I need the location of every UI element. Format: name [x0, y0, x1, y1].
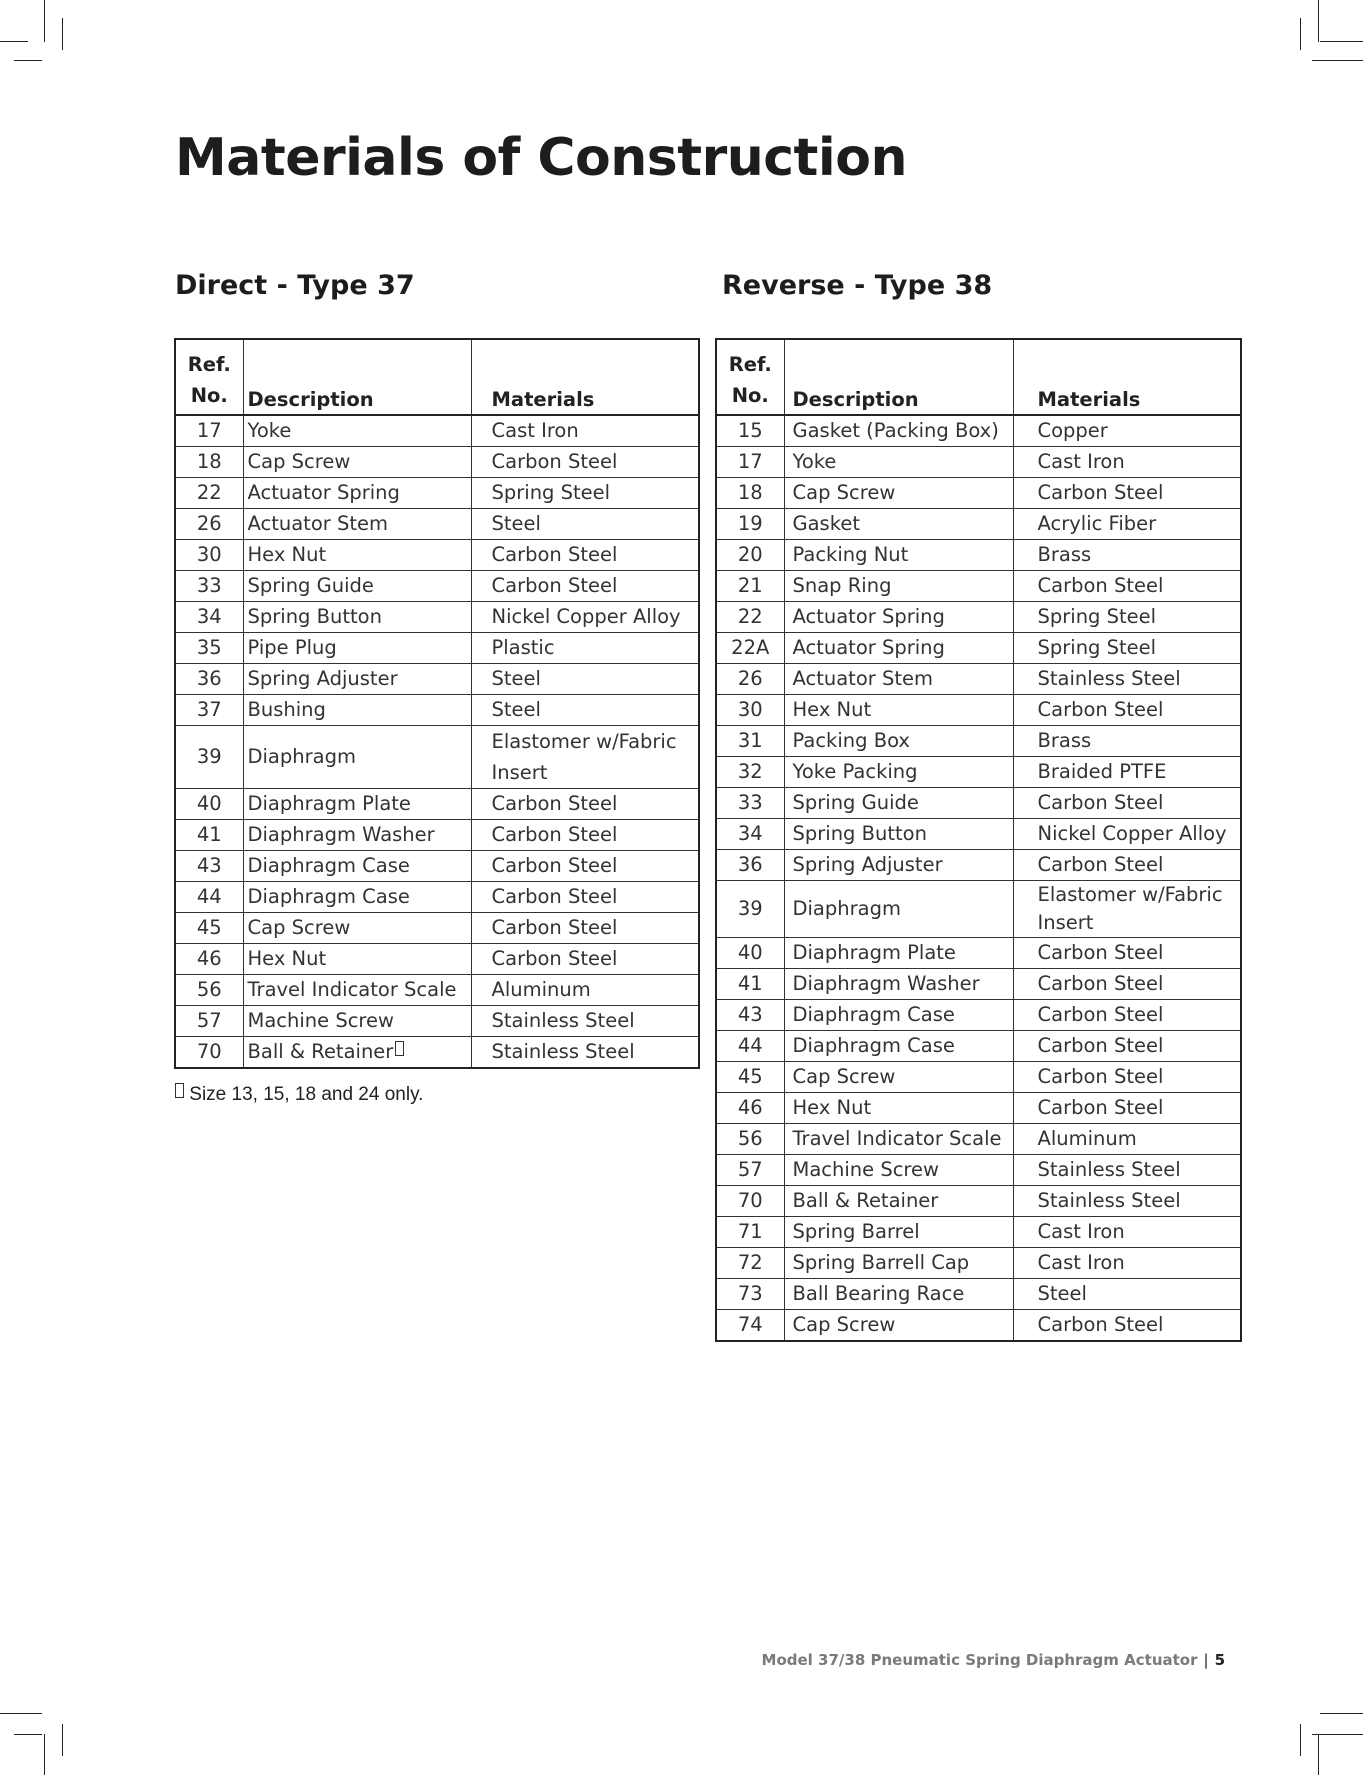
table-row: [716, 1279, 1241, 1310]
description-cell: Diaphragm Case: [784, 1000, 1013, 1031]
ref-cell: 57: [716, 1155, 784, 1186]
description-cell: Bushing: [243, 695, 471, 726]
description-cell: Spring Adjuster: [784, 850, 1013, 881]
footer-title: Model 37/38 Pneumatic Spring Diaphragm Actuator: [761, 1651, 1198, 1669]
ref-cell: 72: [716, 1248, 784, 1279]
table-row: [716, 757, 1241, 788]
description-cell: Yoke: [243, 415, 471, 447]
description-cell: Hex Nut: [784, 1093, 1013, 1124]
description-cell: Spring Guide: [784, 788, 1013, 819]
table-row: [175, 571, 699, 602]
ref-cell: 37: [175, 695, 243, 726]
ref-cell: 33: [716, 788, 784, 819]
table-row: [175, 944, 699, 975]
ref-cell: 34: [175, 602, 243, 633]
materials-cell: Carbon Steel: [1013, 788, 1241, 819]
page-number: 5: [1214, 1651, 1225, 1669]
description-cell: Ball & Retainer: [784, 1186, 1013, 1217]
ref-cell: 22A: [716, 633, 784, 664]
ref-cell: 18: [716, 478, 784, 509]
description-cell: Spring Barrel: [784, 1217, 1013, 1248]
description-cell: Actuator Stem: [243, 509, 471, 540]
description-cell: Travel Indicator Scale: [243, 975, 471, 1006]
crop-mark: [14, 60, 42, 61]
ref-cell: 41: [175, 820, 243, 851]
materials-cell: Carbon Steel: [1013, 1093, 1241, 1124]
ref-cell: 19: [716, 509, 784, 540]
materials-cell: Acrylic Fiber: [1013, 509, 1241, 540]
materials-cell: Stainless Steel: [1013, 664, 1241, 695]
crop-mark: [1300, 18, 1301, 50]
table-row: [175, 602, 699, 633]
description-cell: Diaphragm: [784, 881, 1013, 938]
footnote: [175, 1083, 423, 1106]
table-row: [716, 938, 1241, 969]
ref-cell: 34: [716, 819, 784, 850]
materials-cell: Steel: [471, 509, 699, 540]
ref-cell: 45: [175, 913, 243, 944]
materials-cell: Carbon Steel: [1013, 1000, 1241, 1031]
ref-cell: 70: [716, 1186, 784, 1217]
table-row: [175, 820, 699, 851]
table-row: [175, 664, 699, 695]
materials-cell: Steel: [471, 664, 699, 695]
ref-cell: 33: [175, 571, 243, 602]
materials-cell: Carbon Steel: [1013, 938, 1241, 969]
table-row: [716, 788, 1241, 819]
table-row: [175, 478, 699, 509]
materials-cell: Carbon Steel: [1013, 1062, 1241, 1093]
description-cell: Spring Barrell Cap: [784, 1248, 1013, 1279]
description-cell: Spring Button: [784, 819, 1013, 850]
column-header-ref: Ref. No.: [175, 339, 243, 415]
ref-cell: 22: [716, 602, 784, 633]
description-cell: Actuator Spring: [243, 478, 471, 509]
table-header-row: [716, 339, 1241, 415]
crop-mark: [1312, 1734, 1363, 1735]
materials-cell: Carbon Steel: [471, 447, 699, 478]
table-row: [716, 1124, 1241, 1155]
description-cell: Cap Screw: [243, 447, 471, 478]
crop-mark: [62, 1724, 63, 1756]
materials-cell: Carbon Steel: [471, 540, 699, 571]
description-cell: Machine Screw: [243, 1006, 471, 1037]
table-row: [175, 540, 699, 571]
ref-cell: 73: [716, 1279, 784, 1310]
ref-cell: 40: [716, 938, 784, 969]
crop-mark: [1312, 60, 1363, 61]
page-title: Materials of Construction: [175, 128, 907, 188]
ref-cell: 22: [175, 478, 243, 509]
materials-cell: Elastomer w/Fabric Insert: [471, 726, 699, 789]
table-row: [175, 415, 699, 447]
description-cell: Packing Nut: [784, 540, 1013, 571]
description-cell: Actuator Stem: [784, 664, 1013, 695]
direct-heading: Direct - Type 37: [175, 270, 415, 301]
materials-cell: Steel: [471, 695, 699, 726]
ref-cell: 26: [175, 509, 243, 540]
description-cell: Spring Guide: [243, 571, 471, 602]
ref-cell: 36: [716, 850, 784, 881]
ref-cell: 70: [175, 1037, 243, 1069]
materials-cell: Stainless Steel: [1013, 1186, 1241, 1217]
table-row: [716, 1031, 1241, 1062]
table-row: [175, 509, 699, 540]
footnote-text: Size 13, 15, 18 and 24 only.: [189, 1084, 424, 1105]
crop-mark: [1318, 1734, 1319, 1775]
materials-cell: Carbon Steel: [471, 820, 699, 851]
crop-mark: [44, 1734, 45, 1775]
ref-cell: 17: [175, 415, 243, 447]
materials-cell: Plastic: [471, 633, 699, 664]
ref-cell: 18: [175, 447, 243, 478]
crop-mark: [14, 1734, 42, 1735]
description-cell: Spring Button: [243, 602, 471, 633]
table-row: [716, 415, 1241, 447]
table-row: [716, 1248, 1241, 1279]
crop-mark: [62, 18, 63, 50]
table-row: [175, 447, 699, 478]
ref-cell: 45: [716, 1062, 784, 1093]
ref-cell: 32: [716, 757, 784, 788]
description-cell: Machine Screw: [784, 1155, 1013, 1186]
description-cell: Actuator Spring: [784, 602, 1013, 633]
ref-cell: 44: [716, 1031, 784, 1062]
table-row: [716, 478, 1241, 509]
table-row: [716, 664, 1241, 695]
ref-cell: 43: [716, 1000, 784, 1031]
table-row: [716, 509, 1241, 540]
description-cell: Diaphragm Case: [784, 1031, 1013, 1062]
description-cell: Diaphragm Plate: [243, 789, 471, 820]
crop-mark: [1320, 1713, 1363, 1714]
description-cell: Diaphragm Case: [243, 882, 471, 913]
materials-cell: Carbon Steel: [1013, 1310, 1241, 1342]
column-header-materials: Materials: [1013, 339, 1241, 415]
description-cell: Cap Screw: [243, 913, 471, 944]
ref-cell: 39: [716, 881, 784, 938]
materials-cell: Brass: [1013, 726, 1241, 757]
table-row: [716, 1093, 1241, 1124]
ref-cell: 71: [716, 1217, 784, 1248]
materials-cell: Spring Steel: [1013, 633, 1241, 664]
ref-cell: 44: [175, 882, 243, 913]
table-row: [716, 1155, 1241, 1186]
table-row: [716, 1310, 1241, 1342]
table-row: [716, 447, 1241, 478]
description-cell: Cap Screw: [784, 1310, 1013, 1342]
crop-mark: [1318, 0, 1319, 42]
materials-cell: Carbon Steel: [1013, 571, 1241, 602]
footnote-marker-icon: [395, 1041, 404, 1056]
materials-cell: Carbon Steel: [1013, 850, 1241, 881]
table-row: [175, 1006, 699, 1037]
table-row: [716, 726, 1241, 757]
materials-cell: Carbon Steel: [471, 571, 699, 602]
ref-cell: 30: [716, 695, 784, 726]
materials-cell: Carbon Steel: [471, 944, 699, 975]
materials-cell: Nickel Copper Alloy: [1013, 819, 1241, 850]
table-row: [716, 1217, 1241, 1248]
description-cell: Travel Indicator Scale: [784, 1124, 1013, 1155]
table-row: [716, 1186, 1241, 1217]
materials-cell: Elastomer w/Fabric Insert: [1013, 881, 1241, 938]
crop-mark: [0, 41, 28, 42]
ref-cell: 40: [175, 789, 243, 820]
description-cell: Ball Bearing Race: [784, 1279, 1013, 1310]
description-cell: Actuator Spring: [784, 633, 1013, 664]
table-row: [716, 633, 1241, 664]
materials-cell: Stainless Steel: [471, 1037, 699, 1069]
table-row: [716, 695, 1241, 726]
description-cell: Ball & Retainer: [243, 1037, 471, 1069]
materials-cell: Carbon Steel: [1013, 478, 1241, 509]
table-header-row: [175, 339, 699, 415]
description-cell: Snap Ring: [784, 571, 1013, 602]
table-row: [175, 1037, 699, 1069]
page-footer: [762, 1651, 1225, 1669]
materials-cell: Carbon Steel: [1013, 1031, 1241, 1062]
table-row: [716, 850, 1241, 881]
table-row: [175, 695, 699, 726]
table-row: [175, 789, 699, 820]
ref-cell: 21: [716, 571, 784, 602]
table-row: [716, 969, 1241, 1000]
footnote-marker-icon: [175, 1083, 184, 1098]
column-header-materials: Materials: [471, 339, 699, 415]
ref-cell: 56: [175, 975, 243, 1006]
description-cell: Gasket: [784, 509, 1013, 540]
ref-cell: 57: [175, 1006, 243, 1037]
direct-materials-table: [174, 338, 700, 1069]
materials-cell: Carbon Steel: [471, 882, 699, 913]
materials-cell: Aluminum: [471, 975, 699, 1006]
table-row: [175, 726, 699, 789]
materials-cell: Cast Iron: [1013, 447, 1241, 478]
table-row: [175, 913, 699, 944]
materials-cell: Carbon Steel: [1013, 695, 1241, 726]
ref-cell: 74: [716, 1310, 784, 1342]
materials-cell: Carbon Steel: [471, 789, 699, 820]
table-row: [175, 851, 699, 882]
crop-mark: [1300, 1724, 1301, 1756]
column-header-description: Description: [784, 339, 1013, 415]
materials-cell: Cast Iron: [1013, 1248, 1241, 1279]
ref-cell: 20: [716, 540, 784, 571]
table-row: [716, 602, 1241, 633]
column-header-description: Description: [243, 339, 471, 415]
materials-cell: Cast Iron: [1013, 1217, 1241, 1248]
table-row: [716, 1062, 1241, 1093]
description-cell: Hex Nut: [243, 944, 471, 975]
table-row: [175, 882, 699, 913]
table-row: [716, 1000, 1241, 1031]
ref-cell: 46: [175, 944, 243, 975]
materials-cell: Brass: [1013, 540, 1241, 571]
description-cell: Diaphragm Washer: [243, 820, 471, 851]
ref-cell: 15: [716, 415, 784, 447]
description-cell: Spring Adjuster: [243, 664, 471, 695]
description-cell: Diaphragm: [243, 726, 471, 789]
description-cell: Gasket (Packing Box): [784, 415, 1013, 447]
crop-mark: [1320, 41, 1363, 42]
table-row: [716, 819, 1241, 850]
materials-cell: Spring Steel: [1013, 602, 1241, 633]
description-cell: Diaphragm Case: [243, 851, 471, 882]
materials-cell: Stainless Steel: [1013, 1155, 1241, 1186]
reverse-materials-table: [715, 338, 1242, 1342]
description-cell: Packing Box: [784, 726, 1013, 757]
materials-cell: Braided PTFE: [1013, 757, 1241, 788]
materials-cell: Aluminum: [1013, 1124, 1241, 1155]
ref-cell: 39: [175, 726, 243, 789]
table-row: [175, 975, 699, 1006]
description-cell: Diaphragm Plate: [784, 938, 1013, 969]
description-cell: Hex Nut: [784, 695, 1013, 726]
description-cell: Pipe Plug: [243, 633, 471, 664]
materials-cell: Carbon Steel: [471, 851, 699, 882]
ref-cell: 30: [175, 540, 243, 571]
table-row: [175, 633, 699, 664]
footer-separator: |: [1203, 1651, 1209, 1669]
ref-cell: 46: [716, 1093, 784, 1124]
ref-cell: 36: [175, 664, 243, 695]
ref-cell: 31: [716, 726, 784, 757]
materials-cell: Carbon Steel: [471, 913, 699, 944]
description-cell: Cap Screw: [784, 1062, 1013, 1093]
ref-cell: 41: [716, 969, 784, 1000]
materials-cell: Cast Iron: [471, 415, 699, 447]
table-row: [716, 571, 1241, 602]
materials-cell: Stainless Steel: [471, 1006, 699, 1037]
table-row: [716, 540, 1241, 571]
materials-cell: Spring Steel: [471, 478, 699, 509]
ref-cell: 43: [175, 851, 243, 882]
ref-cell: 56: [716, 1124, 784, 1155]
description-cell: Cap Screw: [784, 478, 1013, 509]
table-row: [716, 881, 1241, 938]
description-cell: Diaphragm Washer: [784, 969, 1013, 1000]
description-cell: Yoke: [784, 447, 1013, 478]
materials-cell: Steel: [1013, 1279, 1241, 1310]
description-cell: Hex Nut: [243, 540, 471, 571]
reverse-heading: Reverse - Type 38: [722, 270, 993, 301]
crop-mark: [44, 0, 45, 42]
materials-cell: Nickel Copper Alloy: [471, 602, 699, 633]
ref-cell: 26: [716, 664, 784, 695]
ref-cell: 35: [175, 633, 243, 664]
ref-cell: 17: [716, 447, 784, 478]
column-header-ref: Ref. No.: [716, 339, 784, 415]
materials-cell: Copper: [1013, 415, 1241, 447]
crop-mark: [0, 1713, 42, 1714]
description-cell: Yoke Packing: [784, 757, 1013, 788]
materials-cell: Carbon Steel: [1013, 969, 1241, 1000]
